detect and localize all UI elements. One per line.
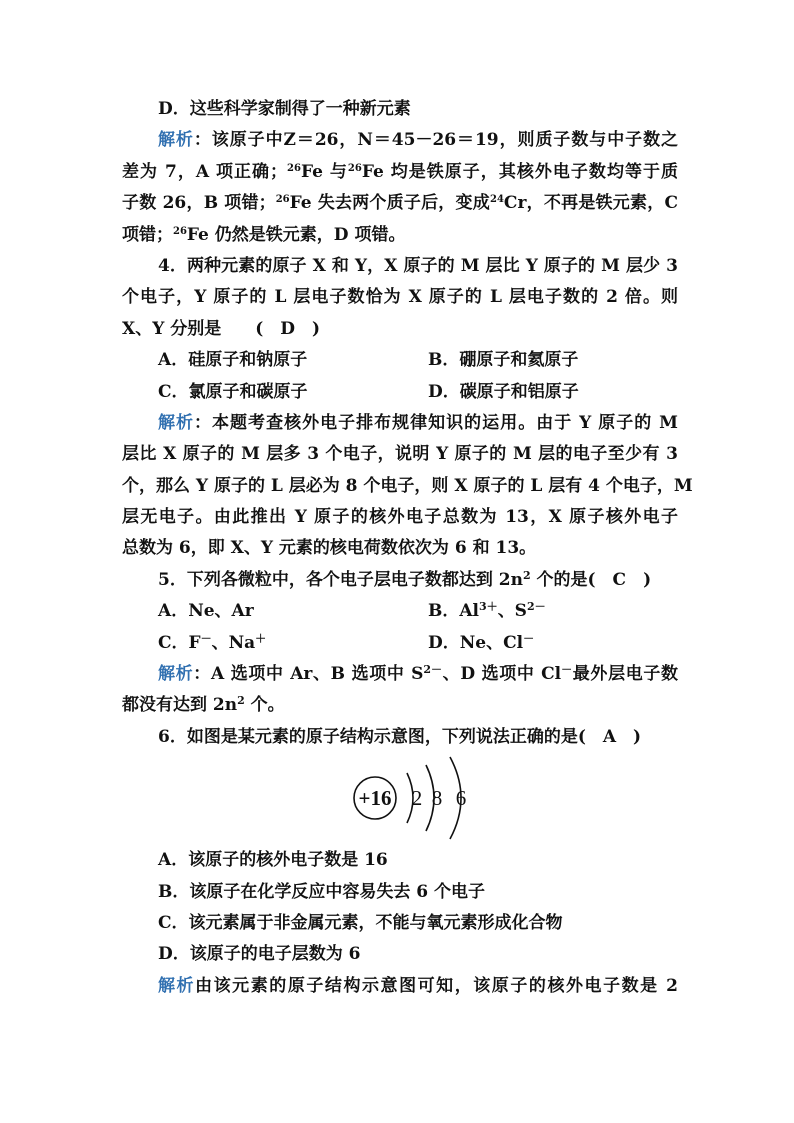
- q4-option-a: A．硅原子和钠原子: [158, 350, 308, 371]
- analysis-label: 解析: [158, 664, 194, 685]
- q4-options-row-1: [122, 345, 678, 376]
- q3-analysis-line-1: 解析：该原子中Z＝26，N＝45－26＝19，则质子数与中子数之: [158, 130, 678, 151]
- q6-stem: 6．如图是某元素的原子结构示意图，下列说法正确的是( A ): [158, 726, 642, 747]
- q3-analysis-line-3: 子数 26，B 项错；$^{26}$Fe 失去两个质子后，变成$^{24}$Cr，不再是铁元素，C: [122, 193, 678, 214]
- q5-option-c: C．F－、Na＋: [158, 631, 267, 653]
- q4-analysis-line-1: 解析：本题考查核外电子排布规律知识的运用。由于 Y 原子的 M: [158, 412, 679, 433]
- q4-stem-line-2: 个电子，Y 原子的 L 层电子数恰为 X 原子的 L 层电子数的 2 倍。则: [122, 287, 678, 308]
- nucleus-charge: +16: [358, 786, 392, 811]
- isotope-mass-number: 26: [173, 225, 187, 237]
- isotope-mass-number: 26: [275, 194, 290, 206]
- isotope-mass-number: 24: [490, 194, 504, 206]
- analysis-label: 解析: [158, 975, 196, 996]
- q4-analysis-line-3: 个，那么 Y 原子的 L 层必为 8 个电子，则 X 原子的 L 层有 4 个电子，M: [122, 475, 693, 496]
- q4-analysis-line-5: 总数为 6，即 X、Y 元素的核电荷数依次为 6 和 13。: [122, 538, 537, 559]
- q6-option-d: D．该原子的电子层数为 6: [158, 944, 361, 965]
- q4-option-c: C．氯原子和碳原子: [158, 381, 308, 402]
- q4-options-row-2: [122, 377, 678, 408]
- q4-analysis-line-4: 层无电子。由此推出 Y 原子的核外电子总数为 13，X 原子核外电子: [122, 507, 678, 528]
- q5-stem: 5．下列各微粒中，各个电子层电子数都达到 $2n^2$ 个的是( C ): [158, 568, 652, 590]
- q4-stem-line-1: 4．两种元素的原子 X 和 Y，X 原子的 M 层比 Y 原子的 M 层少 3: [158, 255, 678, 276]
- shell-1-electrons: 2: [411, 786, 423, 811]
- q6-analysis-line-1: 解析由该元素的原子结构示意图可知，该原子的核外电子数是 2: [158, 975, 679, 996]
- atomic-structure-diagram: [122, 753, 678, 845]
- q5-analysis-line-2: 都没有达到 $2n^2$ 个。: [122, 694, 285, 716]
- shell-2-electrons: 8: [431, 786, 443, 811]
- document-page: [122, 94, 693, 1002]
- isotope-mass-number: 26: [347, 162, 362, 174]
- analysis-label: 解析: [158, 412, 195, 433]
- q4-option-b: B．硼原子和氦原子: [428, 350, 579, 371]
- shell-3-electrons: 6: [455, 786, 467, 811]
- q6-option-b: B．该原子在化学反应中容易失去 6 个电子: [158, 881, 486, 902]
- analysis-label: 解析: [158, 130, 194, 151]
- q3-analysis-line-2: 差为 7，A 项正确；$^{26}$Fe 与$^{26}$Fe 均是铁原子，其核外电子数均等于质: [122, 161, 679, 182]
- q5-options-row-1: [122, 596, 678, 627]
- q4-option-d: D．碳原子和铝原子: [428, 381, 579, 402]
- q5-option-b: B．$Al^{3+}$、$S^{2-}$: [428, 600, 546, 622]
- q6-option-c: C．该元素属于非金属元素，不能与氧元素形成化合物: [158, 912, 563, 933]
- q4-analysis-line-2: 层比 X 原子的 M 层多 3 个电子，说明 Y 原子的 M 层的电子至少有 3: [122, 444, 678, 465]
- q5-option-a: A．Ne、Ar: [158, 601, 254, 622]
- q5-options-row-2: [122, 628, 678, 659]
- q4-stem-line-3: X、Y 分别是 ( D ): [122, 318, 321, 339]
- q3-option-d: D．这些科学家制得了一种新元素: [158, 99, 411, 119]
- atom-diagram-svg: [352, 753, 482, 843]
- isotope-mass-number: 26: [287, 162, 301, 174]
- q5-option-d: D．Ne、Cl－: [428, 631, 535, 653]
- q5-analysis-line-1: 解析：A 选项中 Ar、B 选项中 $S^{2-}$、D 选项中 Cl－最外层电子数: [158, 663, 679, 685]
- q6-option-a: A．该原子的核外电子数是 16: [158, 850, 388, 871]
- q3-analysis-line-4: 项错；$^{26}$Fe 仍然是铁元素，D 项错。: [122, 224, 406, 245]
